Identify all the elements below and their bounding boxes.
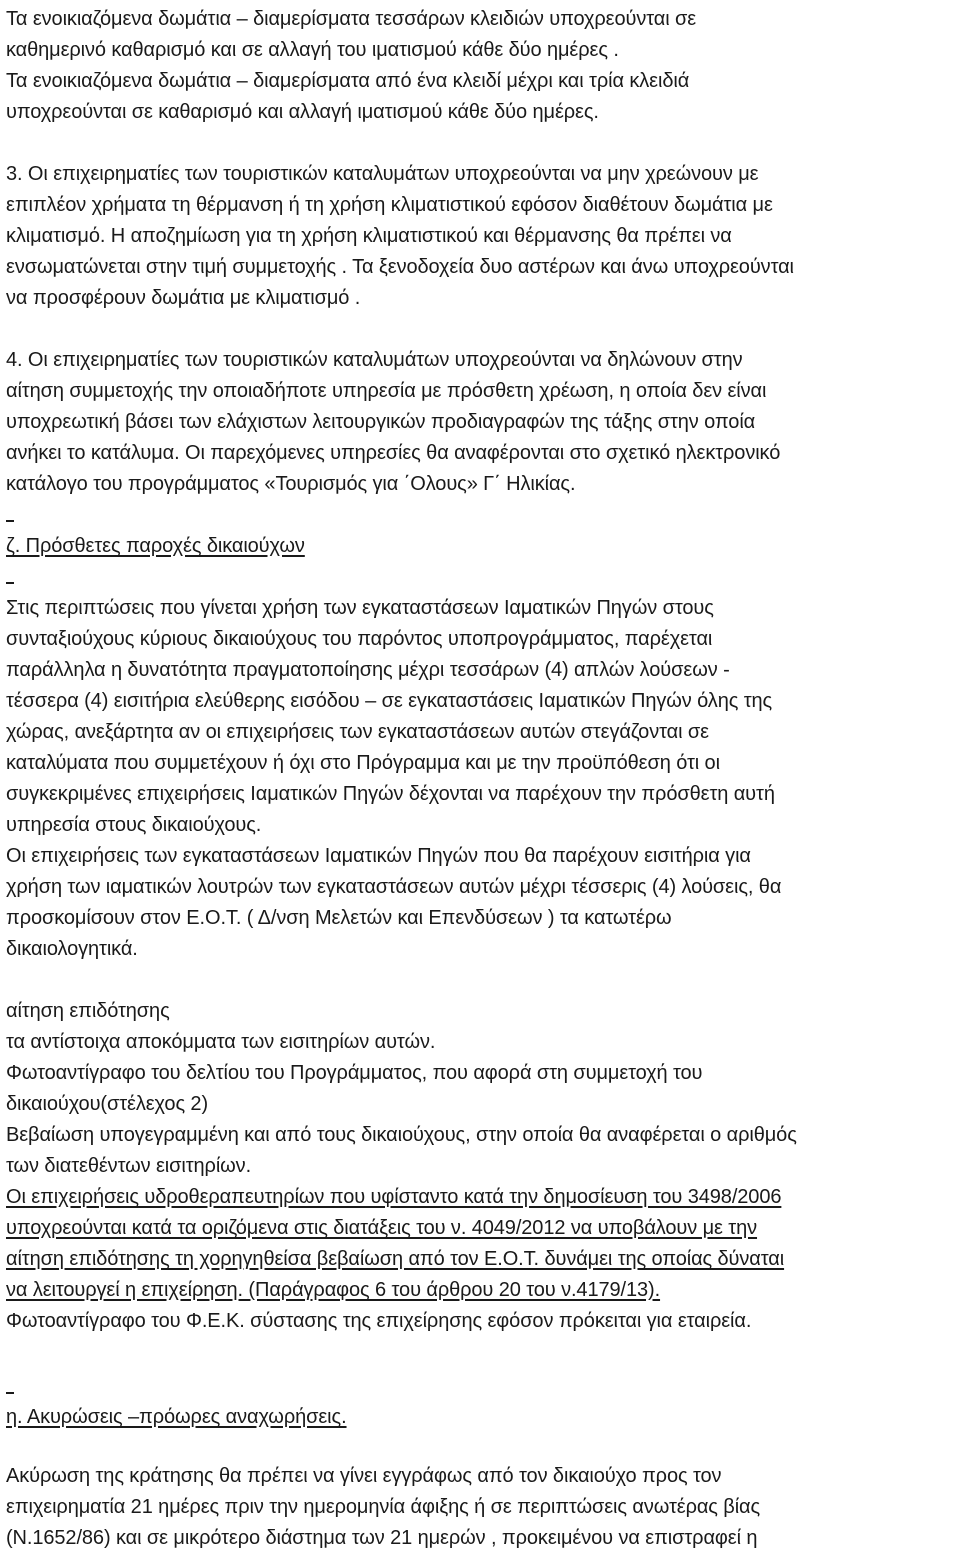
bullet-dash	[6, 520, 14, 522]
paragraph-line: να προσφέρουν δωμάτια με κλιματισμό .	[6, 287, 361, 309]
paragraph-line: Οι επιχειρήσεις των εγκαταστάσεων Ιαματικών Πηγών που θα παρέχουν εισιτήρια για	[6, 845, 751, 867]
paragraph-line: χρήση των ιαματικών λουτρών των εγκαταστάσεων αυτών μέχρι τέσσερις (4) λούσεις, θα	[6, 876, 782, 898]
list-item: δικαιούχου(στέλεχος 2)	[6, 1093, 209, 1115]
paragraph-line: υποχρεωτική βάσει των ελάχιστων λειτουργικών προδιαγραφών της τάξης στην οποία	[6, 411, 756, 433]
paragraph-line: επιχειρηματία 21 ημέρες πριν την ημερομηνία άφιξης ή σε περιπτώσεις ανωτέρας βίας	[6, 1496, 761, 1518]
paragraph-line: τέσσερα (4) εισιτήρια ελεύθερης εισόδου – σε εγκαταστάσεις Ιαματικών Πηγών όλης της	[6, 690, 773, 712]
underlined-line: να λειτουργεί η επιχείρηση. (Παράγραφος 6 του άρθρου 20 του ν.4179/13).	[6, 1279, 661, 1301]
section-heading: η. Ακυρώσεις –πρόωρες αναχωρήσεις.	[6, 1406, 347, 1428]
paragraph-line: 4. Οι επιχειρηματίες των τουριστικών καταλυμάτων υποχρεούνται να δηλώνουν στην	[6, 349, 743, 371]
paragraph-line: ενσωματώνεται στην τιμή συμμετοχής . Τα ξενοδοχεία δυο αστέρων και άνω υποχρεούνται	[6, 256, 794, 278]
paragraph-line: κλιματισμό. Η αποζημίωση για τη χρήση κλιματιστικού και θέρμανσης θα πρέπει να	[6, 225, 732, 247]
paragraph-line: αίτηση συμμετοχής την οποιαδήποτε υπηρεσία με πρόσθετη χρέωση, η οποία δεν είναι	[6, 380, 767, 402]
paragraph-line: επιπλέον χρήματα τη θέρμανση ή τη χρήση κλιματιστικού εφόσον διαθέτουν δωμάτια με	[6, 194, 773, 216]
paragraph-line: Τα ενοικιαζόμενα δωμάτια – διαμερίσματα από ένα κλειδί μέχρι και τρία κλειδιά	[6, 70, 690, 92]
paragraph-line: Στις περιπτώσεις που γίνεται χρήση των εγκαταστάσεων Ιαματικών Πηγών στους	[6, 597, 714, 619]
paragraph-line: Ακύρωση της κράτησης θα πρέπει να γίνει εγγράφως από τον δικαιούχο προς τον	[6, 1465, 722, 1487]
underlined-line: αίτηση επιδότησης τη χορηγηθείσα βεβαίωση από τον Ε.Ο.Τ. δυνάμει της οποίας δύναται	[6, 1248, 785, 1270]
paragraph-line: καταλύματα που συμμετέχουν ή όχι στο Πρόγραμμα και με την προϋπόθεση ότι οι	[6, 752, 720, 774]
paragraph-line: υπηρεσία στους δικαιούχους.	[6, 814, 262, 836]
paragraph-line: (Ν.1652/86) και σε μικρότερο διάστημα των 21 ημερών , προκειμένου να επιστραφεί η	[6, 1527, 758, 1549]
paragraph-line: συνταξιούχους κύριους δικαιούχους του παρόντος υποπρογράμματος, παρέχεται	[6, 628, 713, 650]
paragraph-line: κατάλογο του προγράμματος «Τουρισμός για ΄Ολους» Γ΄ Ηλικίας.	[6, 473, 576, 495]
paragraph-line: Τα ενοικιαζόμενα δωμάτια – διαμερίσματα τεσσάρων κλειδιών υποχρεούνται σε	[6, 8, 697, 30]
paragraph-line: 3. Οι επιχειρηματίες των τουριστικών καταλυμάτων υποχρεούνται να μην χρεώνουν με	[6, 163, 759, 185]
list-item: τα αντίστοιχα αποκόμματα των εισιτηρίων αυτών.	[6, 1031, 436, 1053]
paragraph-line: συγκεκριμένες επιχειρήσεις Ιαματικών Πηγών δέχονται να παρέχουν την πρόσθετη αυτή	[6, 783, 775, 805]
paragraph-line: καθημερινό καθαρισμό και σε αλλαγή του ιματισμού κάθε δύο ημέρες .	[6, 39, 619, 61]
paragraph-line: ανήκει το κατάλυμα. Οι παρεχόμενες υπηρεσίες θα αναφέρονται στο σχετικό ηλεκτρονικό	[6, 442, 781, 464]
list-item: των διατεθέντων εισιτηρίων.	[6, 1155, 252, 1177]
paragraph-line: δικαιολογητικά.	[6, 938, 138, 960]
underlined-line: υποχρεούνται κατά τα οριζόμενα στις διατάξεις του ν. 4049/2012 να υποβάλουν με την	[6, 1217, 758, 1239]
bullet-dash	[6, 1392, 14, 1394]
paragraph-line: υποχρεούνται σε καθαρισμό και αλλαγή ιματισμού κάθε δύο ημέρες.	[6, 101, 599, 123]
bullet-dash	[6, 582, 14, 584]
paragraph-line: προσκομίσουν στον Ε.Ο.Τ. ( Δ/νση Μελετών και Επενδύσεων ) τα κατωτέρω	[6, 907, 672, 929]
section-heading: ζ. Πρόσθετες παροχές δικαιούχων	[6, 535, 305, 557]
list-item: Φωτοαντίγραφο του Φ.Ε.Κ. σύστασης της επιχείρησης εφόσον πρόκειται για εταιρεία.	[6, 1310, 752, 1332]
paragraph-line: παράλληλα η δυνατότητα πραγματοποίησης μέχρι τεσσάρων (4) απλών λούσεων -	[6, 659, 730, 681]
paragraph-line: χώρας, ανεξάρτητα αν οι επιχειρήσεις των εγκαταστάσεων αυτών στεγάζονται σε	[6, 721, 709, 743]
underlined-line: Οι επιχειρήσεις υδροθεραπευτηρίων που υφίσταντο κατά την δημοσίευση του 3498/2006	[6, 1186, 782, 1208]
list-item: αίτηση επιδότησης	[6, 1000, 170, 1022]
list-item: Βεβαίωση υπογεγραμμένη και από τους δικαιούχους, στην οποία θα αναφέρεται ο αριθμός	[6, 1124, 797, 1146]
list-item: Φωτοαντίγραφο του δελτίου του Προγράμματος, που αφορά στη συμμετοχή του	[6, 1062, 703, 1084]
